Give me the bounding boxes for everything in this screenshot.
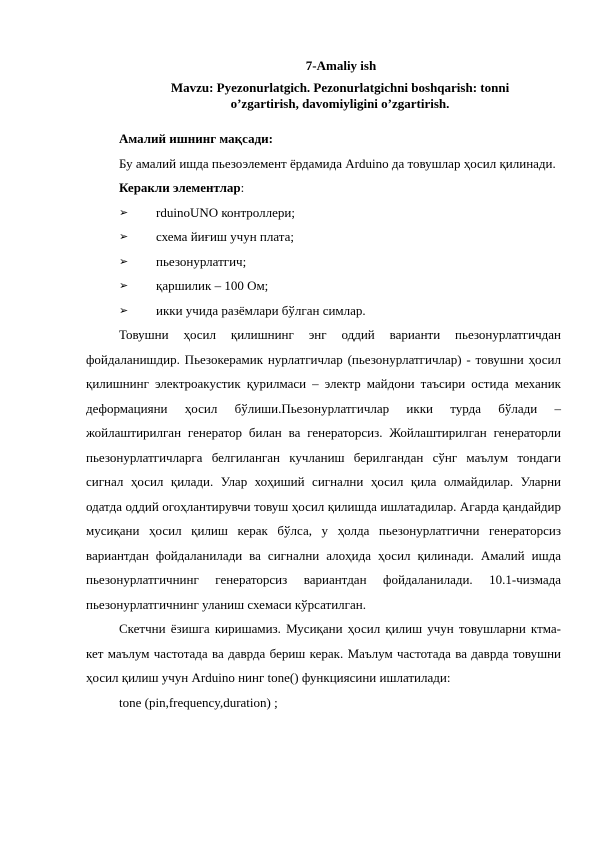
subtitle-line-1: Mavzu: Pyezonurlatgich. Pezonurlatgichni boshqarish: tonni [170, 80, 510, 95]
elements-heading-text: Керакли элементлар [119, 180, 241, 195]
list-item [86, 274, 561, 299]
elements-heading-colon: : [240, 180, 245, 195]
list-item-text: rduinoUNO контроллери; [156, 204, 295, 220]
arrow-bullet-icon: ➢ [119, 279, 129, 292]
goal-text: Бу амалий ишда пьезоэлемент ёрдамида Arduino да товушлар ҳосил қилинади. [119, 155, 556, 171]
paragraph-piezo-description: Товушни ҳосил қилишнинг энг оддий варианти пьезонурлатгичдан фойдаланишдир. Пьезокерамик нурлатгичлар (пьезонурлатгичлар) - товушни ҳосил қилишнинг электроакустик қурилмаси – электр майдони таъсири остида механик деформацияни ҳосил бўлиши.Пьезонурлатгичлар икки турда бўлади – жойлаштирилган генератор билан ва генераторсиз. Жойлаштирилган генераторли пьезонурлатгичларга белгиланган кучланиш берилгандан сўнг маълум тондаги сигнал ҳосил қилади. Улар хоҳиший сигнални ҳосил қила олмайдилар. Уларни одатда оддий огоҳлантирувчи товуш ҳосил қилишда ишлатадилар. Агарда қандайдир мусиқани ҳосил қилиш керак бўлса, у ҳолда пьезонурлатгични генераторсиз вариантдан фойдаланилади ва сигнални алоҳида ҳосил қилинади. Амалий ишда пьезонурлатгичнинг генераторсиз вариантдан фойдаланилади. 10.1-чизмада пьезонурлатгичнинг уланиш схемаси кўрсатилган. [86, 327, 561, 612]
list-item-text: схема йиғиш учун плата; [156, 229, 295, 244]
list-item [86, 250, 561, 275]
goal-heading: Амалий ишнинг мақсади: [119, 131, 273, 146]
document-title: 7-Amaliy ish [305, 58, 377, 73]
list-item [86, 201, 561, 226]
arrow-bullet-icon: ➢ [119, 205, 129, 219]
paragraph-sketch-intro: Скетчни ёзишга киришамиз. Мусиқани ҳосил қилиш учун товушларни ктма-кет маълум частотада ва даврда бериш керак. Маълум частотада ва даврда товушни ҳосил қилиш учун Arduino нинг tone() функциясини ишлатилади: [86, 621, 561, 685]
arrow-bullet-icon: ➢ [119, 254, 129, 268]
list-item [86, 299, 561, 324]
tone-function-signature: tone (pin,frequency,duration) ; [119, 694, 278, 710]
elements-list [86, 201, 561, 324]
document-body [86, 127, 561, 715]
list-item [86, 225, 561, 250]
list-item-text: пьезонурлатгич; [156, 253, 247, 269]
list-item-text: қаршилик – 100 Ом; [156, 278, 269, 293]
arrow-bullet-icon: ➢ [119, 230, 129, 243]
list-item-text: икки учида разёмлари бўлган симлар. [156, 302, 366, 318]
document-subtitle [150, 80, 530, 112]
arrow-bullet-icon: ➢ [119, 303, 129, 317]
elements-heading [86, 176, 561, 201]
subtitle-line-2: o’zgartirish, davomiyligini o’zgartirish. [230, 96, 450, 111]
